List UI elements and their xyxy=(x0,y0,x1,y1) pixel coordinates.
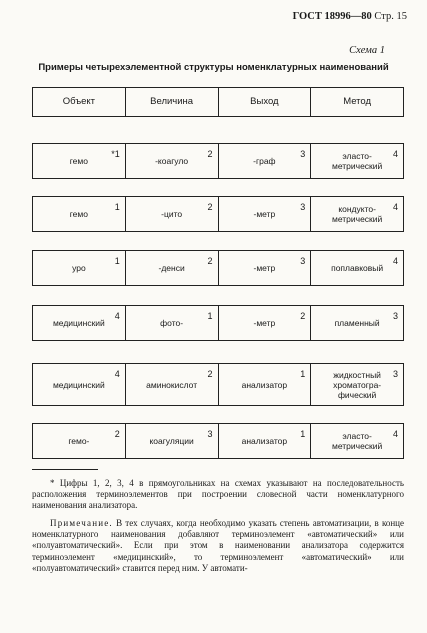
term-element: пламенный xyxy=(334,318,380,328)
term-cell xyxy=(311,144,403,178)
term-element: -метр xyxy=(253,209,276,219)
term-element: анализатор xyxy=(241,379,288,390)
term-element: -граф xyxy=(253,156,276,166)
order-number: 4 xyxy=(392,429,398,439)
order-number: 4 xyxy=(392,202,398,212)
footnote-divider xyxy=(32,469,98,470)
order-number: 1 xyxy=(300,369,306,379)
order-number: 1 xyxy=(207,311,213,321)
term-cell xyxy=(33,306,126,340)
term-element: -метр xyxy=(253,263,276,273)
order-number: 4 xyxy=(392,149,398,159)
term-cell xyxy=(311,306,403,340)
order-number: 4 xyxy=(114,311,120,321)
term-element: -коагуло xyxy=(155,156,189,166)
term-cell xyxy=(126,197,219,231)
term-row xyxy=(32,363,404,406)
header-cell xyxy=(126,88,219,116)
order-number: 3 xyxy=(300,256,306,266)
header-label: Метод xyxy=(343,96,372,107)
order-number: 2 xyxy=(207,256,213,266)
order-number: 2 xyxy=(114,429,120,439)
term-cell xyxy=(33,251,126,285)
term-cell xyxy=(219,424,312,458)
term-element: -метр xyxy=(253,318,276,328)
term-element: фото- xyxy=(160,318,184,328)
header-cell xyxy=(311,88,403,116)
term-cell xyxy=(126,424,219,458)
term-cell xyxy=(219,306,312,340)
header-cell xyxy=(33,88,126,116)
term-cell xyxy=(219,144,312,178)
header-cell xyxy=(219,88,312,116)
header-label: Выход xyxy=(250,96,279,107)
note-text: В тех случаях, когда необходимо указать степень автоматизации, в конце номенклатурного наименования добавляют терминоэлемент «автоматический» или «полуавтоматический». Если при этом в наименовании анализатора содержится терминоэлемент «медицинский», то терминоэлемент «автоматический» или «полуавтоматический» ставится перед ним. У автомати- xyxy=(32,518,404,573)
order-number: 3 xyxy=(392,369,398,379)
term-element: уро xyxy=(72,263,86,273)
term-element: жидкостный хроматогра- фический xyxy=(333,369,382,400)
term-cell xyxy=(126,251,219,285)
order-number: 4 xyxy=(114,369,120,379)
note-label: Примечание. xyxy=(50,518,113,528)
term-cell xyxy=(219,197,312,231)
footnote: * Цифры 1, 2, 3, 4 в прямоугольниках на схемах указывают на последовательность расположения терминоэлементов при построении словесной части номенклатурного наименования анализатора. xyxy=(32,478,404,511)
term-cell xyxy=(33,197,126,231)
term-element: анализатор xyxy=(241,436,288,446)
order-number: 1 xyxy=(300,429,306,439)
term-cell xyxy=(33,364,126,405)
order-number: 4 xyxy=(392,256,398,266)
term-row xyxy=(32,250,404,286)
order-number: 3 xyxy=(207,429,213,439)
term-cell xyxy=(219,364,312,405)
term-element: кондукто- метрический xyxy=(331,204,383,224)
term-element: гемо xyxy=(69,209,88,219)
order-number: 1 xyxy=(114,202,120,212)
order-number: 2 xyxy=(207,202,213,212)
term-cell xyxy=(219,251,312,285)
term-cell xyxy=(311,251,403,285)
term-cell xyxy=(126,306,219,340)
term-element: эласто- метрический xyxy=(331,151,383,171)
term-element: эласто- метрический xyxy=(331,431,383,451)
order-number: *1 xyxy=(111,149,120,159)
term-cell xyxy=(33,144,126,178)
order-number: 2 xyxy=(207,149,213,159)
page-number: Стр. 15 xyxy=(374,11,407,22)
standard-number: ГОСТ 18996—80 xyxy=(292,11,372,22)
order-number: 3 xyxy=(392,311,398,321)
term-element: гемо- xyxy=(68,436,90,446)
term-element: медицинский xyxy=(52,379,105,390)
page-title: Примеры четырехэлементной структуры номенклатурных наименований xyxy=(38,62,389,73)
order-number: 3 xyxy=(300,202,306,212)
term-row xyxy=(32,305,404,341)
term-element: поплавковый xyxy=(331,263,384,273)
term-cell xyxy=(311,197,403,231)
term-element: -денси xyxy=(158,263,185,273)
term-cell xyxy=(311,424,403,458)
term-element: коагуляции xyxy=(149,436,194,446)
header-label: Объект xyxy=(62,96,96,107)
term-element: -цито xyxy=(161,209,183,219)
note-paragraph xyxy=(32,518,404,574)
term-element: медицинский xyxy=(52,318,105,328)
page-header xyxy=(293,11,407,22)
scheme-label: Схема 1 xyxy=(349,45,385,56)
term-cell xyxy=(33,424,126,458)
term-cell xyxy=(311,364,403,405)
term-cell xyxy=(126,364,219,405)
header-label: Величина xyxy=(150,96,194,107)
term-row xyxy=(32,143,404,179)
order-number: 2 xyxy=(300,311,306,321)
order-number: 3 xyxy=(300,149,306,159)
table-header-row xyxy=(32,87,404,117)
order-number: 2 xyxy=(207,369,213,379)
term-cell xyxy=(126,144,219,178)
order-number: 1 xyxy=(114,256,120,266)
term-element: аминокислот xyxy=(146,379,198,390)
term-row xyxy=(32,196,404,232)
term-element: гемо xyxy=(69,156,88,166)
term-row xyxy=(32,423,404,459)
